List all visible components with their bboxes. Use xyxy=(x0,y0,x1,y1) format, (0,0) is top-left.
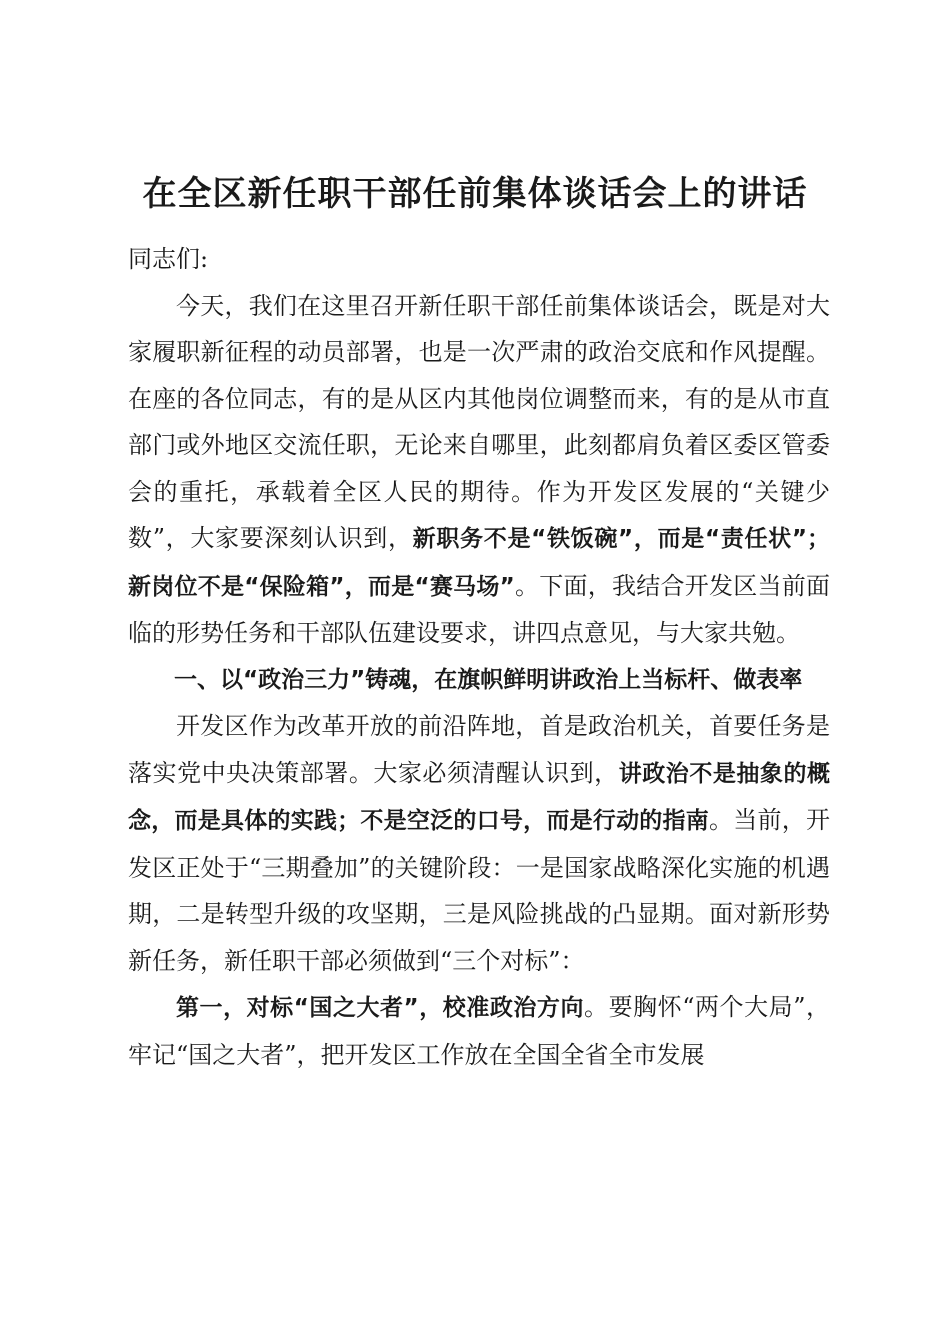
paragraph-section-1-text-end: 。当前，开发区正处于“三期叠加”的关键阶段：一是国家战略深化实施的机遇期，二是转型升级的攻坚期，三是风险挑战的凸显期。面对新形势新任务，新任职干部必须做到“三个对标”： xyxy=(128,806,831,975)
salutation: 同志们: xyxy=(128,245,209,273)
document-title: 在全区新任职干部任前集体谈话会上的讲话 xyxy=(142,174,808,214)
paragraph-intro-text-end: 。下面，我结合开发区当前面临的形势任务和干部队伍建设要求，讲四点意见，与大家共勉。 xyxy=(128,571,830,647)
paragraph-intro-emphasis: 新职务不是“铁饭碗”，而是“责任状”；新岗位不是“保险箱”，而是“赛马场” xyxy=(128,526,830,600)
paragraph-intro-text: 今天，我们在这里召开新任职干部任前集体谈话会，既是对大家履职新征程的动员部署，也是一次严肃的政治交底和作风提醒。在座的各位同志，有的是从区内其他岗位调整而来，有的是从市直部门或外地区交流任职，无论来自哪里，此刻都肩负着区委区管委会的重托，承载着全区人民的期待。作为开发区发展的“关键少数”，大家要深刻认识到， xyxy=(128,291,830,552)
paragraph-section-1 xyxy=(128,703,830,984)
paragraph-intro xyxy=(128,283,830,657)
paragraph-section-1-text: 开发区作为改革开放的前沿阵地，首是政治机关，首要任务是落实党中央决策部署。大家必须清醒认识到， xyxy=(128,712,830,787)
document-body xyxy=(128,236,830,1078)
paragraph-section-1-emphasis: 讲政治不是抽象的概念，而是具体的实践；不是空泛的口号，而是行动的指南 xyxy=(128,760,831,834)
section-heading-1: 一、以“政治三力”铸魂，在旗帜鲜明讲政治上当标杆、做表率 xyxy=(174,666,803,693)
paragraph-point-1-emphasis: 第一，对标“国之大者”，校准政治方向 xyxy=(176,995,585,1021)
paragraph-point-1-text: 。要胸怀“两个大局”，牢记“国之大者”，把开发区工作放在全国全省全市发展 xyxy=(128,993,831,1069)
paragraph-point-1 xyxy=(128,984,830,1078)
